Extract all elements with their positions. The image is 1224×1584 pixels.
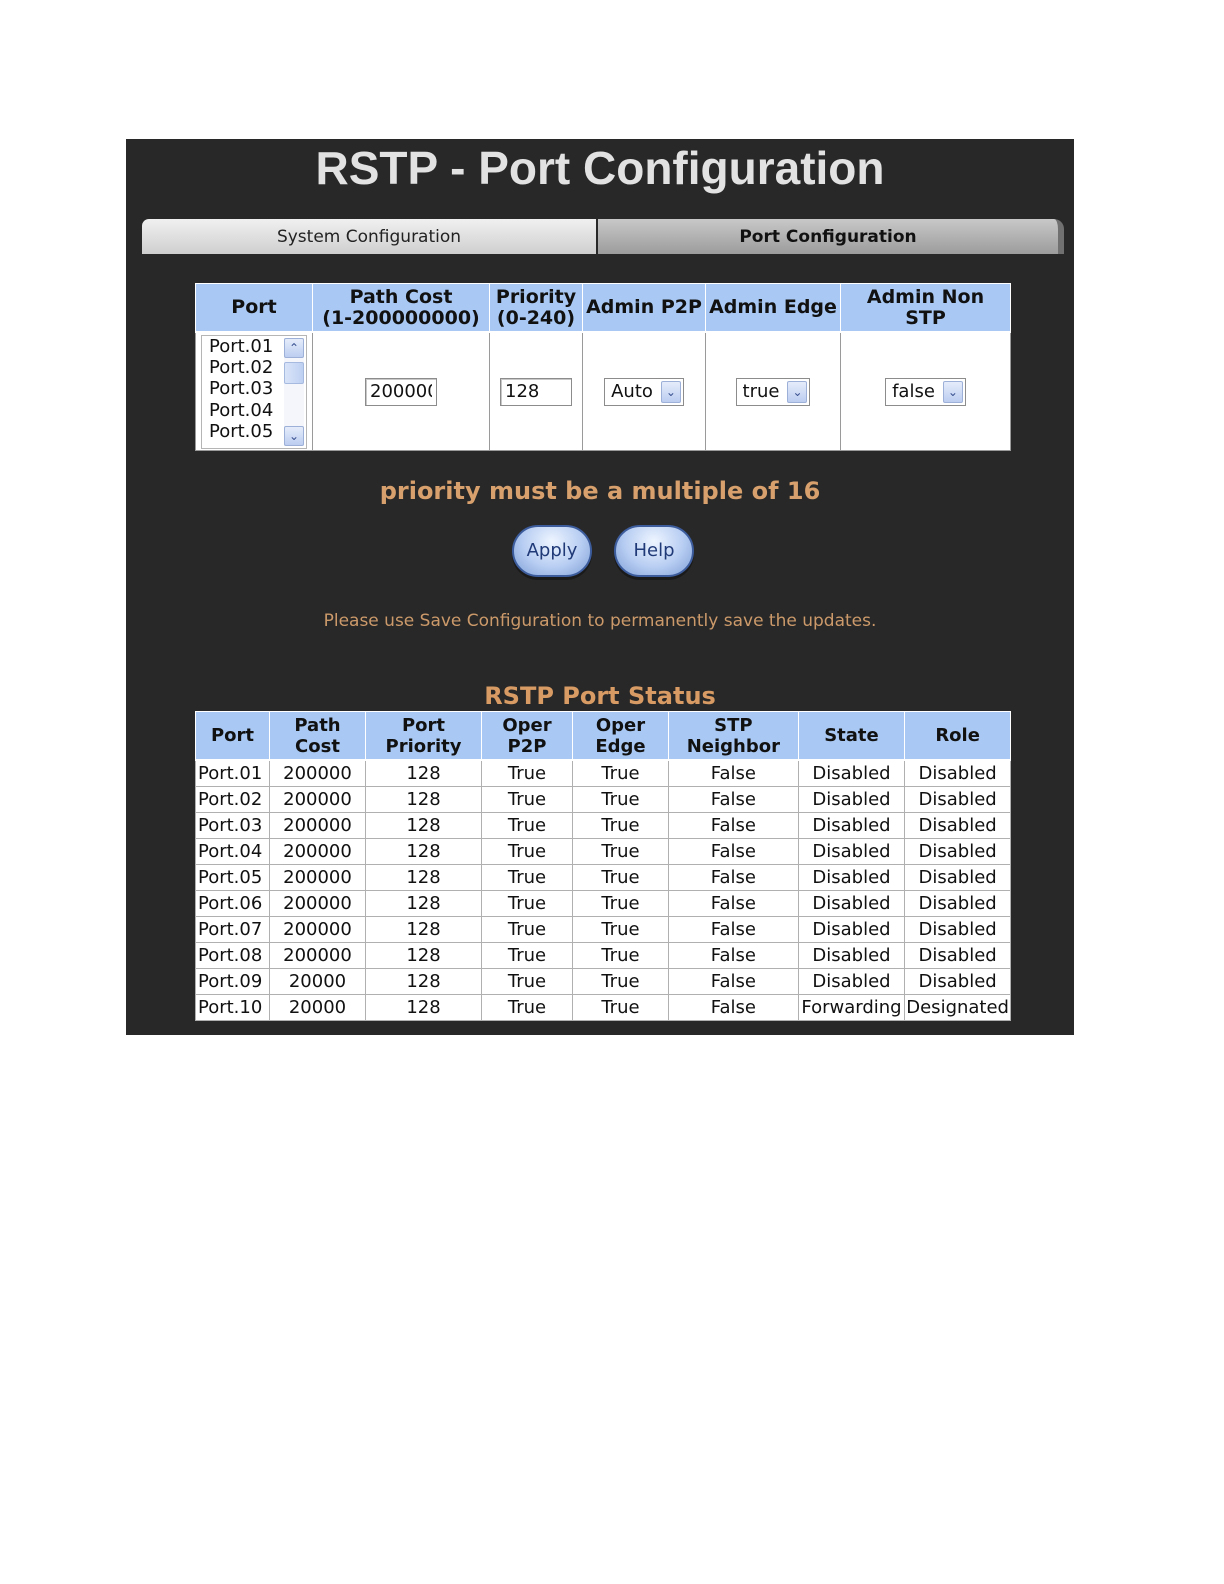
cell-oper-p2p: True: [482, 813, 573, 839]
table-row: [196, 787, 1011, 813]
path-cost-cell: [313, 332, 490, 451]
cell-stp-neighbor: False: [669, 865, 799, 891]
cell-oper-p2p: True: [482, 917, 573, 943]
status-header-stp-neighbor-line2: Neighbor: [686, 735, 781, 757]
cell-oper-p2p: True: [482, 787, 573, 813]
cell-state: Disabled: [798, 917, 905, 943]
cell-port: Port.05: [196, 865, 270, 891]
cell-port-priority: 128: [365, 943, 481, 969]
priority-note: priority must be a multiple of 16: [379, 477, 821, 505]
tab-system-configuration[interactable]: System Configuration: [142, 219, 596, 254]
header-path-cost: [313, 284, 490, 333]
help-button[interactable]: Help: [614, 525, 694, 577]
cell-port-priority: 128: [365, 891, 481, 917]
status-header-port-priority-line2: Priority: [385, 735, 462, 757]
scroll-down-icon[interactable]: ⌄: [284, 426, 304, 446]
cell-state: Disabled: [798, 760, 905, 787]
table-row: [196, 839, 1011, 865]
status-header-oper-p2p-line2: P2P: [507, 735, 547, 757]
cell-port-priority: 128: [365, 839, 481, 865]
port-config-table: [195, 283, 1011, 451]
cell-oper-edge: True: [572, 787, 668, 813]
cell-port: Port.10: [196, 995, 270, 1021]
cell-state: Forwarding: [798, 995, 905, 1021]
tab-bar: [142, 219, 1064, 254]
cell-stp-neighbor: False: [669, 760, 799, 787]
port-option[interactable]: Port.02: [209, 356, 274, 378]
admin-p2p-select[interactable]: [604, 378, 684, 406]
cell-oper-edge: True: [572, 917, 668, 943]
scroll-up-icon[interactable]: ⌃: [284, 338, 304, 358]
table-row: [196, 917, 1011, 943]
port-list-scrollbar[interactable]: [284, 338, 304, 446]
cell-port: Port.09: [196, 969, 270, 995]
chevron-down-icon: ⌄: [787, 381, 807, 403]
admin-p2p-cell: [583, 332, 706, 451]
cell-oper-p2p: True: [482, 891, 573, 917]
status-header-path-cost-line2: Cost: [295, 735, 340, 757]
status-header-port-priority: [365, 712, 481, 761]
status-header-oper-edge-line1: Oper: [595, 714, 646, 736]
cell-role: Disabled: [905, 865, 1011, 891]
cell-stp-neighbor: False: [669, 839, 799, 865]
cell-oper-edge: True: [572, 969, 668, 995]
cell-role: Disabled: [905, 943, 1011, 969]
status-header-role: Role: [905, 712, 1011, 761]
cell-port: Port.02: [196, 787, 270, 813]
cell-port-priority: 128: [365, 813, 481, 839]
table-row: [196, 995, 1011, 1021]
status-header-path-cost: [270, 712, 366, 761]
cell-port: Port.07: [196, 917, 270, 943]
cell-state: Disabled: [798, 839, 905, 865]
status-header-stp-neighbor-line1: STP: [714, 714, 753, 736]
cell-oper-edge: True: [572, 813, 668, 839]
cell-role: Disabled: [905, 839, 1011, 865]
cell-port-priority: 128: [365, 865, 481, 891]
cell-path-cost: 200000: [270, 865, 366, 891]
header-path-cost-label: Path Cost: [349, 285, 453, 308]
table-row: [196, 865, 1011, 891]
cell-oper-p2p: True: [482, 760, 573, 787]
cell-path-cost: 200000: [270, 787, 366, 813]
status-header-port-priority-line1: Port: [401, 714, 446, 736]
port-option[interactable]: Port.01: [209, 335, 274, 357]
header-admin-edge: Admin Edge: [706, 284, 841, 333]
cell-state: Disabled: [798, 891, 905, 917]
cell-port-priority: 128: [365, 787, 481, 813]
cell-path-cost: 200000: [270, 943, 366, 969]
cell-path-cost: 20000: [270, 969, 366, 995]
status-header-oper-edge: [572, 712, 668, 761]
cell-path-cost: 200000: [270, 760, 366, 787]
chevron-down-icon: ⌄: [661, 381, 681, 403]
save-config-message: Please use Save Configuration to permanently save the updates.: [323, 611, 877, 631]
cell-path-cost: 200000: [270, 917, 366, 943]
admin-p2p-value: Auto: [611, 381, 653, 402]
admin-non-stp-cell: [841, 332, 1011, 451]
status-header-stp-neighbor: [669, 712, 799, 761]
admin-edge-select[interactable]: [736, 378, 811, 406]
cell-oper-edge: True: [572, 995, 668, 1021]
table-row: [196, 891, 1011, 917]
cell-role: Disabled: [905, 787, 1011, 813]
admin-non-stp-value: false: [892, 381, 935, 402]
cell-port: Port.04: [196, 839, 270, 865]
cell-path-cost: 200000: [270, 813, 366, 839]
table-row: [196, 943, 1011, 969]
scroll-thumb[interactable]: [284, 362, 304, 384]
header-admin-non-stp: Admin Non STP: [841, 284, 1011, 333]
cell-oper-edge: True: [572, 891, 668, 917]
cell-port-priority: 128: [365, 995, 481, 1021]
cell-oper-edge: True: [572, 839, 668, 865]
status-header-port: Port: [196, 712, 270, 761]
header-priority-range: (0-240): [496, 306, 576, 329]
table-row: [196, 760, 1011, 787]
tab-port-configuration[interactable]: Port Configuration: [598, 219, 1064, 254]
header-path-cost-range: (1-200000000): [322, 306, 480, 329]
cell-oper-p2p: True: [482, 943, 573, 969]
cell-stp-neighbor: False: [669, 787, 799, 813]
cell-stp-neighbor: False: [669, 943, 799, 969]
table-row: [196, 813, 1011, 839]
cell-port-priority: 128: [365, 969, 481, 995]
priority-input[interactable]: [500, 378, 572, 406]
admin-edge-cell: [706, 332, 841, 451]
status-header-state: State: [798, 712, 905, 761]
cell-role: Disabled: [905, 969, 1011, 995]
cell-oper-p2p: True: [482, 839, 573, 865]
port-option[interactable]: Port.05: [209, 421, 274, 443]
apply-button[interactable]: Apply: [512, 525, 592, 577]
cell-state: Disabled: [798, 969, 905, 995]
header-priority-label: Priority: [495, 285, 577, 308]
cell-role: Disabled: [905, 760, 1011, 787]
cell-oper-edge: True: [572, 943, 668, 969]
rstp-panel: [126, 139, 1074, 1035]
status-header-oper-p2p-line1: Oper: [502, 714, 552, 736]
port-status-table: [195, 711, 1011, 1021]
port-option[interactable]: Port.03: [209, 378, 274, 400]
port-listbox[interactable]: [201, 335, 307, 449]
cell-path-cost: 200000: [270, 891, 366, 917]
header-admin-p2p: Admin P2P: [583, 284, 706, 333]
cell-state: Disabled: [798, 813, 905, 839]
table-row: [196, 969, 1011, 995]
cell-port: Port.06: [196, 891, 270, 917]
chevron-down-icon: ⌄: [943, 381, 963, 403]
header-priority: [490, 284, 583, 333]
cell-port: Port.01: [196, 760, 270, 787]
status-header-path-cost-line1: Path: [294, 714, 341, 736]
cell-oper-p2p: True: [482, 969, 573, 995]
port-option[interactable]: Port.04: [209, 399, 274, 421]
header-port: Port: [196, 284, 313, 333]
cell-oper-edge: True: [572, 865, 668, 891]
cell-oper-p2p: True: [482, 995, 573, 1021]
status-header-oper-p2p: [482, 712, 573, 761]
cell-role: Disabled: [905, 917, 1011, 943]
cell-stp-neighbor: False: [669, 917, 799, 943]
cell-port: Port.08: [196, 943, 270, 969]
cell-state: Disabled: [798, 787, 905, 813]
cell-port: Port.03: [196, 813, 270, 839]
cell-role: Disabled: [905, 813, 1011, 839]
cell-path-cost: 200000: [270, 839, 366, 865]
status-table-body: [196, 760, 1011, 1021]
cell-state: Disabled: [798, 865, 905, 891]
cell-port-priority: 128: [365, 760, 481, 787]
cell-path-cost: 20000: [270, 995, 366, 1021]
path-cost-input[interactable]: [365, 378, 437, 406]
admin-edge-value: true: [742, 381, 780, 402]
cell-state: Disabled: [798, 943, 905, 969]
status-title: RSTP Port Status: [484, 682, 716, 710]
cell-oper-edge: True: [572, 760, 668, 787]
priority-cell: [490, 332, 583, 451]
cell-port-priority: 128: [365, 917, 481, 943]
admin-non-stp-select[interactable]: [885, 378, 966, 406]
cell-oper-p2p: True: [482, 865, 573, 891]
cell-stp-neighbor: False: [669, 891, 799, 917]
page-title: RSTP - Port Configuration: [315, 142, 885, 194]
cell-stp-neighbor: False: [669, 995, 799, 1021]
port-list-cell: [196, 332, 313, 451]
cell-stp-neighbor: False: [669, 813, 799, 839]
status-header-oper-edge-line2: Edge: [595, 735, 646, 757]
cell-role: Disabled: [905, 891, 1011, 917]
cell-stp-neighbor: False: [669, 969, 799, 995]
cell-role: Designated: [905, 995, 1011, 1021]
